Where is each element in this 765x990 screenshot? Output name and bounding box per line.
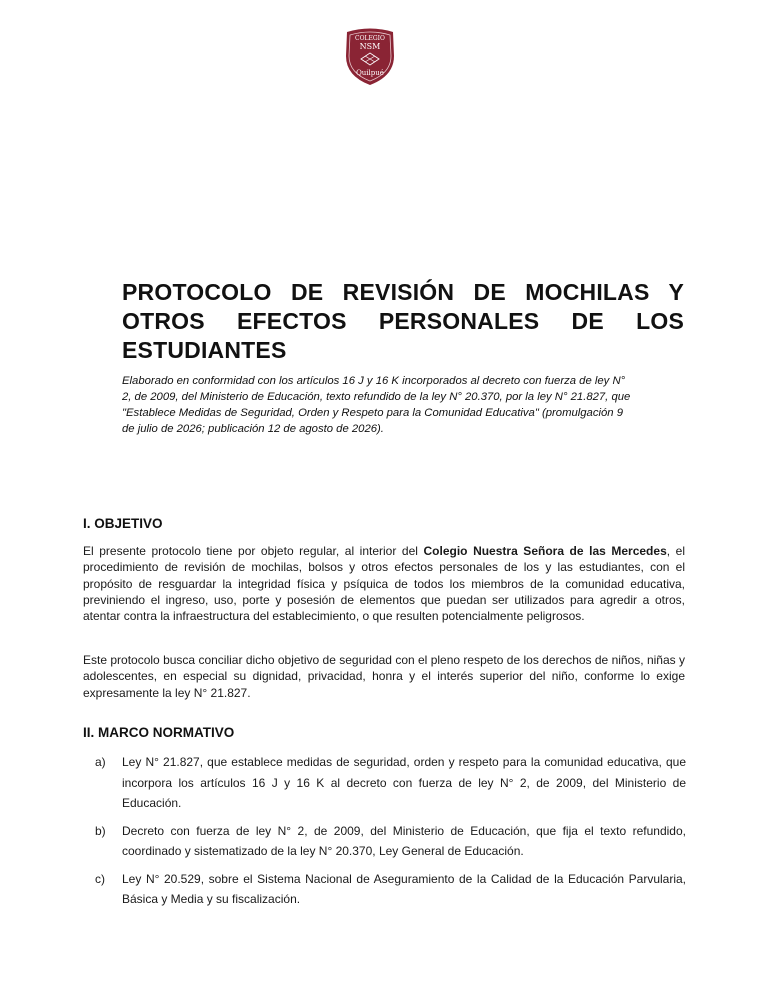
- list-marker: a): [95, 755, 106, 769]
- list-item: [95, 869, 686, 910]
- crest-line2: NSM: [359, 42, 381, 51]
- crest-line3: Quilpué: [356, 69, 384, 77]
- marco-normativo-list: [95, 752, 686, 917]
- document-subtitle: Elaborado en conformidad con los artículos 16 J y 16 K incorporados al decreto con fuerza de ley N° 2, de 2009, del Ministerio de Educación, texto refundido de la ley N° 20.370, por la ley N° 21.827, que "Establece Medidas de Seguridad, Orden y Respeto para la Comunidad Educativa" (promulgación 9 de julio de 2026; publicación 12 de agosto de 2026).: [122, 375, 631, 435]
- school-name: Colegio Nuestra Señora de las Mercedes: [423, 544, 667, 558]
- list-marker: c): [95, 871, 105, 886]
- crest-shield-icon: [341, 26, 399, 86]
- list-item: [95, 752, 686, 814]
- objetivo-p1-start: El presente protocolo tiene por objeto regular, al interior del: [83, 544, 424, 558]
- school-crest-logo: [341, 26, 399, 86]
- list-marker: b): [95, 823, 106, 838]
- section-heading-marco-normativo: II. MARCO NORMATIVO: [83, 725, 235, 740]
- list-item-text: Ley N° 20.529, sobre el Sistema Nacional de Aseguramiento de la Calidad de la Educación Parvularia, Básica y Media y su fiscalización.: [122, 871, 686, 906]
- crest-line1: COLEGIO: [355, 35, 385, 42]
- list-item-text: Decreto con fuerza de ley N° 2, de 2009, del Ministerio de Educación, que fija el texto refundido, coordinado y sistematizado de la ley N° 20.370, Ley General de Educación.: [122, 823, 686, 858]
- objetivo-p1-end: , el procedimiento de revisión de mochilas, bolsos y otros efectos personales de los y las estudiantes, con el propósito de resguardar la integridad física y psíquica de todos los miembros de la comunidad educativa, previniendo el ingreso, uso, porte y posesión de elementos que puedan ser utilizados para agredir a otros, atentar contra la infraestructura del establecimiento, o que resulten potencialmente peligrosos.: [83, 544, 685, 624]
- list-item: [95, 821, 686, 862]
- objetivo-paragraph-1: [83, 543, 685, 624]
- objetivo-paragraph-2: Este protocolo busca conciliar dicho objetivo de seguridad con el pleno respeto de los derechos de niños, niñas y adolescentes, en especial su dignidad, privacidad, honra y el interés superior del niño, conforme lo exige expresamente la ley N° 21.827.: [83, 653, 685, 700]
- document-title: PROTOCOLO DE REVISIÓN DE MOCHILAS Y OTROS EFECTOS PERSONALES DE LOS ESTUDIANTES: [122, 279, 684, 363]
- list-item-text: Ley N° 21.827, que establece medidas de seguridad, orden y respeto para la comunidad educativa, que incorpora los artículos 16 J y 16 K al decreto con fuerza de ley N° 2, de 2009, del Ministerio de Educación.: [122, 755, 686, 810]
- section-heading-objetivo: I. OBJETIVO: [83, 516, 163, 531]
